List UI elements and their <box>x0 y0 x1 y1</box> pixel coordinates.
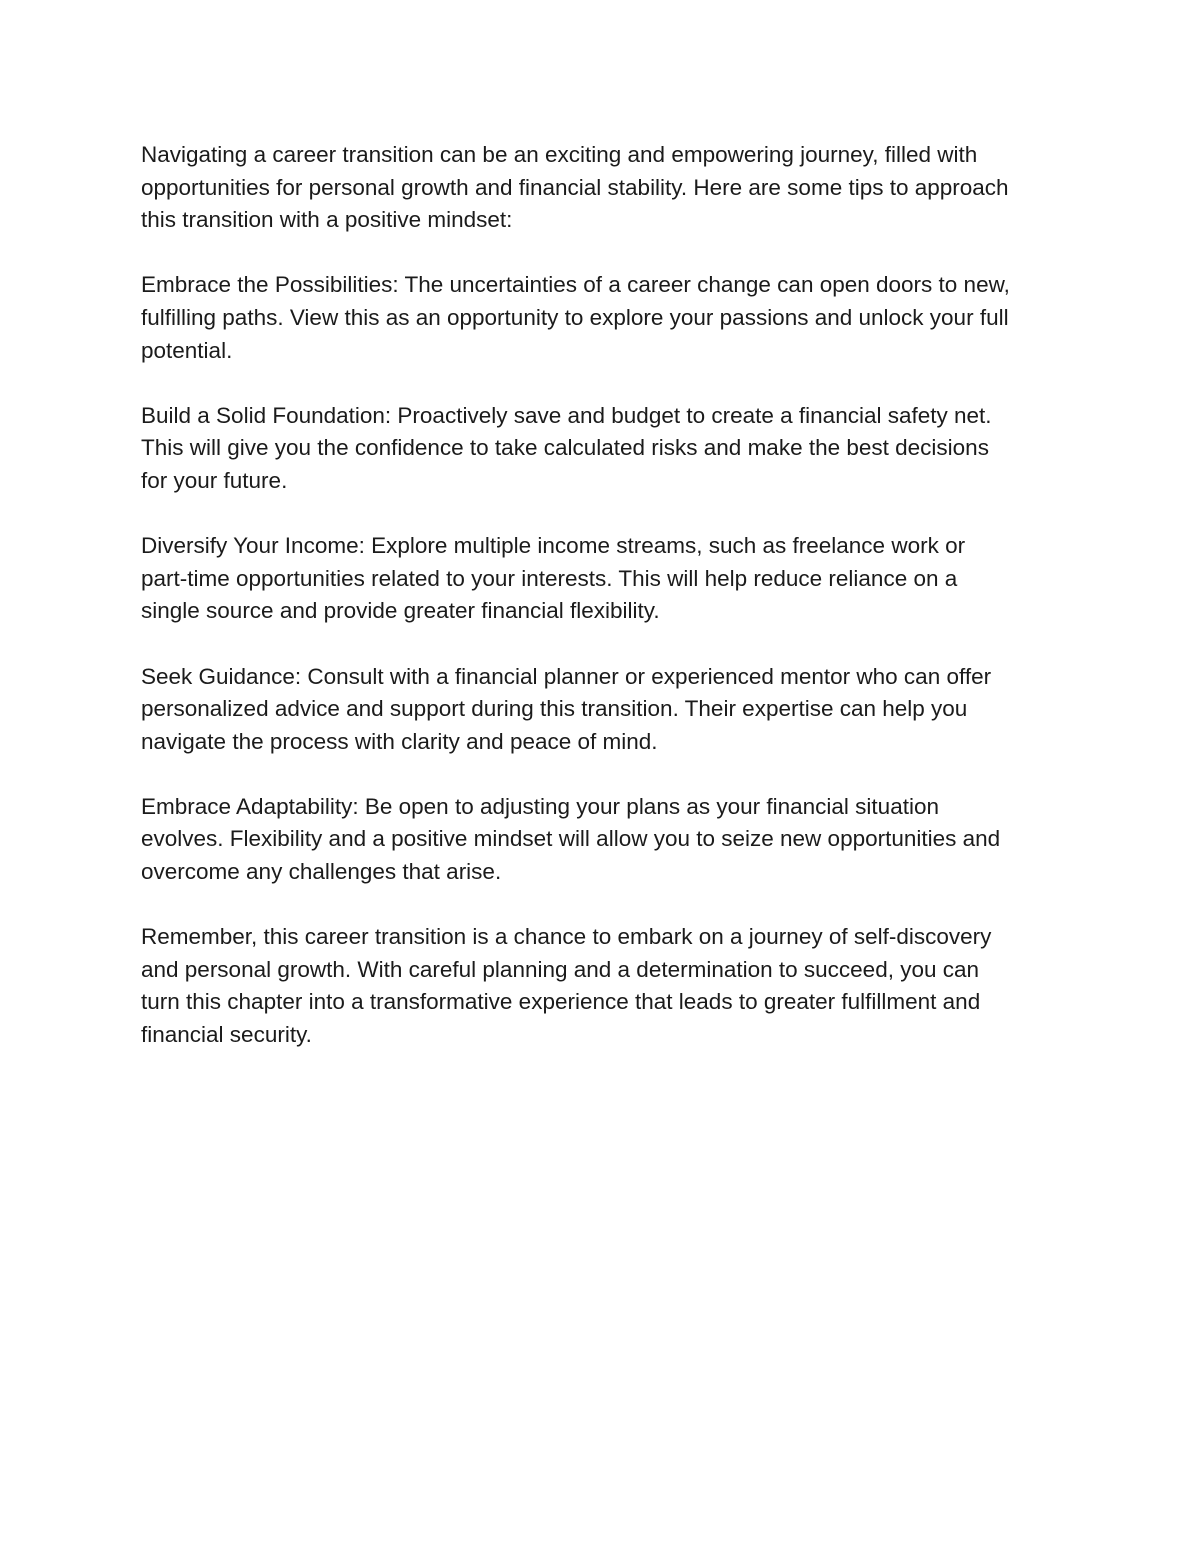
text-line: evolves. Flexibility and a positive mindset will allow you to seize new opportunities and <box>141 826 1001 852</box>
paragraph-embrace-adaptability <box>141 791 1076 889</box>
text-line: potential. <box>141 337 233 363</box>
text-line: Embrace the Possibilities: The uncertainties of a career change can open doors to new, <box>141 272 1010 298</box>
paragraph-diversify-income <box>141 530 1076 628</box>
text-line: personalized advice and support during this transition. Their expertise can help you <box>141 696 968 722</box>
text-line: Seek Guidance: Consult with a financial planner or experienced mentor who can offer <box>141 663 992 689</box>
text-line: Build a Solid Foundation: Proactively save and budget to create a financial safety net. <box>141 402 992 428</box>
text-line: navigate the process with clarity and peace of mind. <box>141 728 658 754</box>
text-line: Embrace Adaptability: Be open to adjusting your plans as your financial situation <box>141 793 939 819</box>
document-body <box>141 139 1076 1052</box>
text-line: Remember, this career transition is a chance to embark on a journey of self-discovery <box>141 924 992 950</box>
text-line: and personal growth. With careful planning and a determination to succeed, you can <box>141 956 980 982</box>
paragraph-embrace-possibilities <box>141 269 1076 367</box>
text-line: part-time opportunities related to your interests. This will help reduce reliance on a <box>141 565 958 591</box>
text-line: Diversify Your Income: Explore multiple income streams, such as freelance work or <box>141 533 966 559</box>
text-line: Navigating a career transition can be an exciting and empowering journey, filled with <box>141 142 978 167</box>
text-line: financial security. <box>141 1022 312 1048</box>
paragraph-intro <box>141 139 1076 237</box>
text-line: this transition with a positive mindset: <box>141 207 513 233</box>
paragraph-seek-guidance <box>141 661 1076 759</box>
text-line: opportunities for personal growth and financial stability. Here are some tips to approach <box>141 174 1009 200</box>
text-line: overcome any challenges that arise. <box>141 859 502 885</box>
text-line: single source and provide greater financial flexibility. <box>141 598 660 624</box>
paragraph-conclusion <box>141 921 1076 1051</box>
text-line: fulfilling paths. View this as an opportunity to explore your passions and unlock your full <box>141 304 1009 330</box>
paragraph-build-foundation <box>141 400 1076 498</box>
text-line: for your future. <box>141 467 288 493</box>
text-line: turn this chapter into a transformative experience that leads to greater fulfillment and <box>141 989 981 1015</box>
text-line: This will give you the confidence to take calculated risks and make the best decisions <box>141 435 989 461</box>
